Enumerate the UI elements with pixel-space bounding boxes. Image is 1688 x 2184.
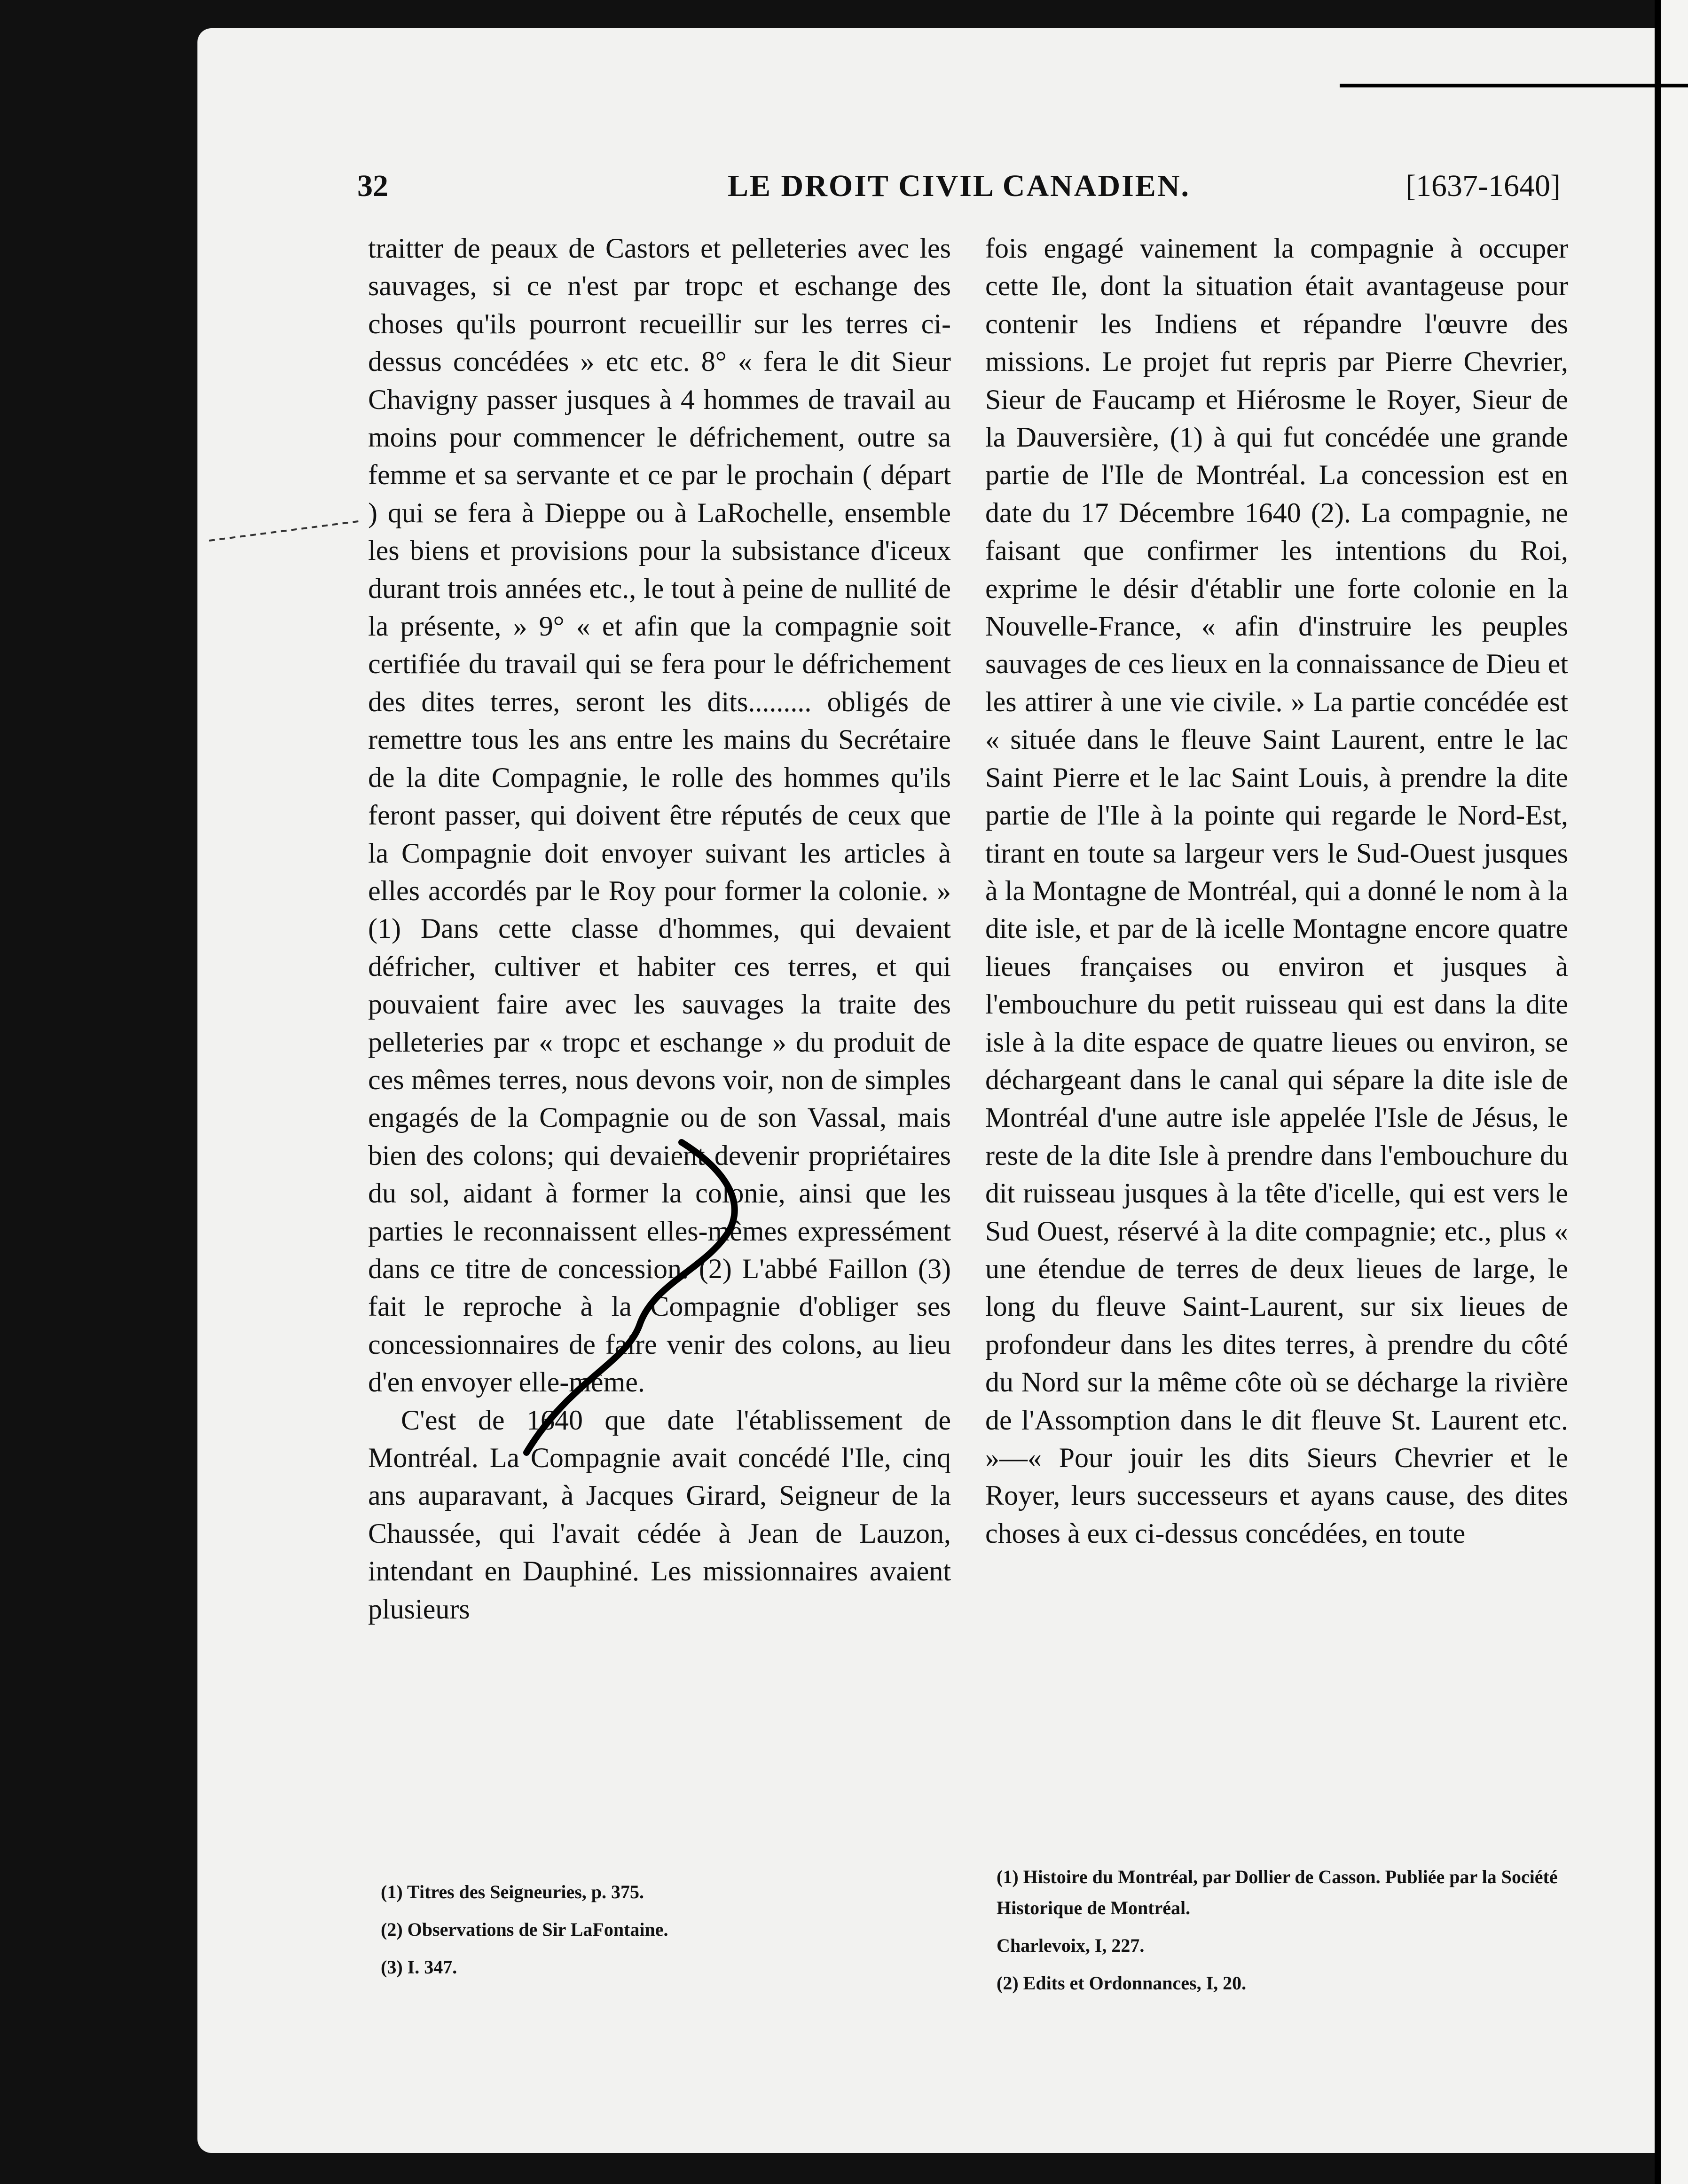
page-number: 32 xyxy=(357,169,388,203)
footnote-right-3: (2) Edits et Ordonnances, I, 20. xyxy=(997,1972,1247,1994)
footnote-right-1: (1) Histoire du Montréal, par Dollier de Casson. Publiée par la Société Historique de Montréal. xyxy=(997,1866,1558,1918)
footnote-left-3: (3) I. 347. xyxy=(381,1956,457,1978)
adjacent-page-edge xyxy=(1655,0,1688,2184)
right-paragraph-1: fois engagé vainement la compagnie à occuper cette Ile, dont la situation était avantageuse pour contenir les Indiens et répandre l'œuvre des missions. Le projet fut repris par Pierre Chevrier, Sieur de Faucamp et Hiérosme le Royer, Sieur de la Dauversière, (1) à qui fut concédée une grande partie de l'Ile de Montréal. La concession est en date du 17 Décembre 1640 (2). La compagnie, ne faisant que confirmer les intentions du Roi, exprime le désir d'établir une forte colonie en la Nouvelle-France, « afin d'instruire les peuples sauvages de ces lieux en la connaissance de Dieu et les attirer à une vie civile. » La partie concédée est « située dans le fleuve Saint Laurent, entre le lac Saint Pierre et le lac Saint Louis, à prendre la dite partie de l'Ile à la pointe qui regarde le Nord-Est, tirant en toute sa largeur vers le Sud-Ouest jusques à la Montagne de Montréal, qui a donné le nom à la dite isle, et par de là icelle Montagne encore quatre lieues françaises ou environ et jusques à l'embouchure du petit ruisseau qui est dans la dite isle à la dite espace de quatre lieues ou environ, se déchargeant dans le canal qui sépare la dite isle de Montréal d'une autre isle appelée l'Isle de Jésus, le reste de la dite Isle à prendre dans l'embouchure du dit ruisseau jusques à la tête d'icelle, qui est vers le Sud Ouest, réservé à la dite compagnie; etc., plus « une étendue de terres de deux lieues de large, le long du fleuve Saint-Laurent, sur six lieues de profondeur dans les dites terres, à prendre du côté du Nord sur la même côte où se décharge la rivière de l'Assomption dans le dit fleuve St. Laurent etc. »—« Pour jouir les dits Sieurs Chevrier et le Royer, leurs successeurs et ayans cause, des dites choses à eux ci-dessus concédées, en toute xyxy=(985,233,1568,1549)
footnote-left-2: (2) Observations de Sir LaFontaine. xyxy=(381,1919,668,1940)
right-column xyxy=(985,229,1568,1552)
page-header xyxy=(357,160,1561,212)
running-years: [1637-1640] xyxy=(1405,169,1561,203)
running-title: LE DROIT CIVIL CANADIEN. xyxy=(728,169,1190,203)
handwritten-pen-stroke xyxy=(484,1128,766,1457)
margin-pencil-mark xyxy=(207,517,367,545)
footnote-right-2: Charlevoix, I, 227. xyxy=(997,1935,1145,1956)
footnote-left-1: (1) Titres des Seigneuries, p. 375. xyxy=(381,1881,644,1902)
left-paragraph-2: C'est de 1640 que date l'établissement de Montréal. La Compagnie avait concédé l'Ile, cinq ans auparavant, à Jacques Girard, Seigneur de la Chaussée, qui l'avait cédée à Jean de Lauzon, intendant en Dauphiné. Les missionnaires avaient plusieurs xyxy=(368,1404,951,1625)
left-paragraph-1: traitter de peaux de Castors et pelleteries avec les sauvages, si ce n'est par tropc et eschange des choses qu'ils pourront recueillir sur les terres ci-dessus concédées » etc etc. 8° « fera le dit Sieur Chavigny passer jusques à 4 hommes de travail au moins pour commencer le défrichement, outre sa femme et sa servante et ce par le prochain ( départ ) qui se fera à Dieppe ou à LaRochelle, ensemble les biens et provisions pour la subsistance d'iceux durant trois années etc., le tout à peine de nullité de la présente, » 9° « et afin que la compagnie soit certifiée du travail qui se fera pour le défrichement des dites terres, seront les dits......... obligés de remettre tous les ans entre les mains du Secrétaire de la dite Compagnie, le rolle des hommes qu'ils feront passer, qui doivent être réputés de ceux que la Compagnie doit envoyer suivant les articles à elles accordés par le Roy pour former la colonie. » (1) Dans cette classe d'hommes, qui devaient défricher, cultiver et habiter ces terres, et qui pouvaient faire avec les sauvages la traite des pelleteries par « tropc et eschange » du produit de ces mêmes terres, nous devons voir, non de simples engagés de la Compagnie ou de son Vassal, mais bien des colons; qui devaient devenir propriétaires du sol, aidant à former la colonie, ainsi que les parties le reconnaissent elles-mêmes expressément dans ce titre de concession. (2) L'abbé Faillon (3) fait le reproche à la Compagnie d'obliger ses concessionnaires de faire venir des colons, au lieu d'en envoyer elle-même. xyxy=(368,233,951,1398)
adjacent-page-rule xyxy=(1340,84,1688,87)
right-footnotes xyxy=(997,1862,1579,2005)
left-footnotes xyxy=(381,1877,898,1989)
